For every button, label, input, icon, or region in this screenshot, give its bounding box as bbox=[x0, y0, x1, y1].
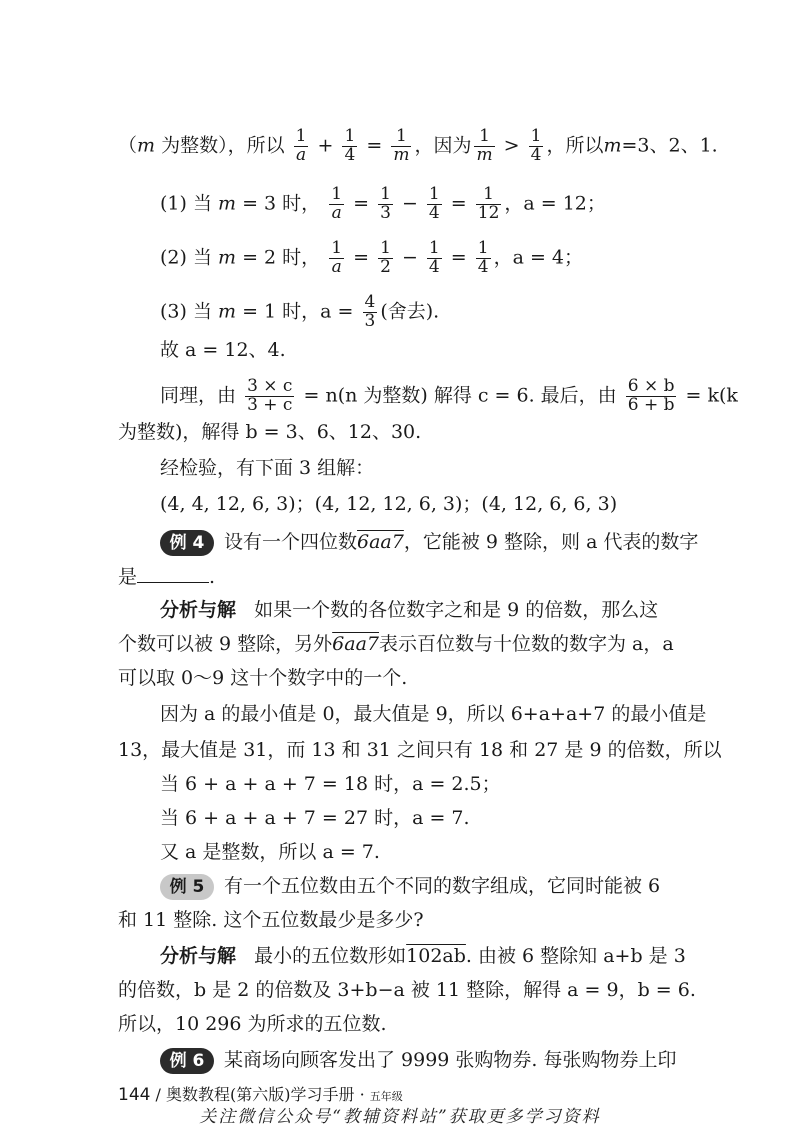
fraction: $\frac{1}{4}$ bbox=[530, 126, 542, 165]
text-line: 的倍数，b 是 2 的倍数及 3+b−a 被 11 整除，解得 a = 9，b = 6. bbox=[118, 979, 696, 1001]
fraction: $\frac{1}{4}$ bbox=[428, 184, 440, 223]
fraction: $\frac{1}{4}$ bbox=[428, 238, 440, 277]
fraction: $\frac{1}{m}$ bbox=[393, 126, 410, 165]
text-line: 是 . bbox=[118, 566, 216, 588]
text-line: 经检验，有下面 3 组解： bbox=[160, 457, 375, 479]
example-6-badge: 例 6 bbox=[160, 1048, 214, 1074]
text-line: 所以，10 296 为所求的五位数. bbox=[118, 1013, 387, 1035]
fraction: $\frac{3 \times c}{3 + c}$ bbox=[247, 376, 293, 415]
example-4-badge: 例 4 bbox=[160, 530, 214, 556]
text-line: 又 a 是整数，所以 a = 7. bbox=[160, 841, 380, 863]
fraction: $\frac{1}{2}$ bbox=[380, 238, 391, 277]
example-5-line: 例 5 有一个五位数由五个不同的数字组成，它同时能被 6 bbox=[160, 874, 660, 900]
analysis-title: 分析与解 bbox=[160, 599, 237, 621]
example-6-line: 例 6 某商场向顾客发出了 9999 张购物券. 每张购物券上印 bbox=[160, 1048, 677, 1074]
fraction: $\frac{1}{12}$ bbox=[477, 184, 500, 223]
page-number: 144 bbox=[118, 1085, 151, 1105]
text-line: 当 6 + a + a + 7 = 18 时，a = 2.5； bbox=[160, 773, 501, 795]
text-line: 可以取 0～9 这十个数字中的一个. bbox=[118, 667, 408, 689]
fraction: $\frac{1}{a}$ bbox=[331, 238, 343, 277]
text-line: 为整数)，解得 b = 3、6、12、30. bbox=[118, 421, 422, 443]
analysis-line: 分析与解 最小的五位数形如102ab. 由被 6 整除知 a+b 是 3 bbox=[160, 945, 686, 967]
text-line: 和 11 整除. 这个五位数最少是多少? bbox=[118, 909, 424, 931]
text-line: (3) 当 m = 1 时，a = $\frac{4}{3}$ (舍去). bbox=[160, 292, 440, 331]
text-line: 因为 a 的最小值是 0，最大值是 9，所以 6+a+a+7 的最小值是 bbox=[160, 703, 707, 725]
solutions-line: (4, 4, 12, 6, 3)；(4, 12, 12, 6, 3)；(4, 12, 6, 6, 3) bbox=[160, 493, 618, 515]
text-line: 同理，由 $\frac{3 \times c}{3 + c}$ = n(n 为整数) 解得 c = 6. 最后，由 $\frac{6 \times b}{6 + b}$ = k(k bbox=[160, 376, 738, 415]
fraction: $\frac{1}{m}$ bbox=[476, 126, 493, 165]
text-line: 当 6 + a + a + 7 = 27 时，a = 7. bbox=[160, 807, 470, 829]
text-line: (1) 当 m = 3 时， $\frac{1}{a}$ = $\frac{1}{3}$ − $\frac{1}{4}$ = $\frac{1}{12}$ ，a = 12； bbox=[160, 184, 606, 223]
footer-separator: / bbox=[155, 1085, 161, 1104]
analysis-title: 分析与解 bbox=[160, 945, 237, 967]
fraction: $\frac{4}{3}$ bbox=[364, 292, 376, 331]
example-5-badge: 例 5 bbox=[160, 874, 214, 900]
text-line: （m 为整数），所以 $\frac{1}{a}$ + $\frac{1}{4}$ = $\frac{1}{m}$ ，因为 $\frac{1}{m}$ > $\frac{1}{4}$ ，所以m=3、2、1. bbox=[118, 126, 718, 165]
fraction: $\frac{6 \times b}{6 + b}$ bbox=[627, 376, 675, 415]
example-4-line: 例 4 设有一个四位数6aa7，它能被 9 整除，则 a 代表的数字 bbox=[160, 530, 698, 556]
fraction: $\frac{1}{a}$ bbox=[295, 126, 307, 165]
text-line: (2) 当 m = 2 时， $\frac{1}{a}$ = $\frac{1}{2}$ − $\frac{1}{4}$ = $\frac{1}{4}$ ，a = 4； bbox=[160, 238, 583, 277]
answer-blank bbox=[137, 564, 209, 583]
text-line: 13，最大值是 31，而 13 和 31 之间只有 18 和 27 是 9 的倍数，所以 bbox=[118, 739, 722, 761]
watermark-text: 关注微信公众号“教辅资料站”获取更多学习资料 bbox=[199, 1107, 601, 1127]
text-line: 个数可以被 9 整除，另外6aa7表示百位数与十位数的数字为 a，a bbox=[118, 633, 674, 655]
text-line: 故 a = 12、4. bbox=[160, 339, 286, 361]
book-title: 奥数教程(第六版)学习手册 · bbox=[166, 1085, 370, 1104]
fraction: $\frac{1}{4}$ bbox=[344, 126, 356, 165]
fraction: $\frac{1}{3}$ bbox=[380, 184, 391, 223]
fraction: $\frac{1}{4}$ bbox=[477, 238, 489, 277]
grade-label: 五年级 bbox=[369, 1090, 403, 1103]
analysis-line: 分析与解 如果一个数的各位数字之和是 9 的倍数，那么这 bbox=[160, 599, 659, 621]
fraction: $\frac{1}{a}$ bbox=[331, 184, 343, 223]
